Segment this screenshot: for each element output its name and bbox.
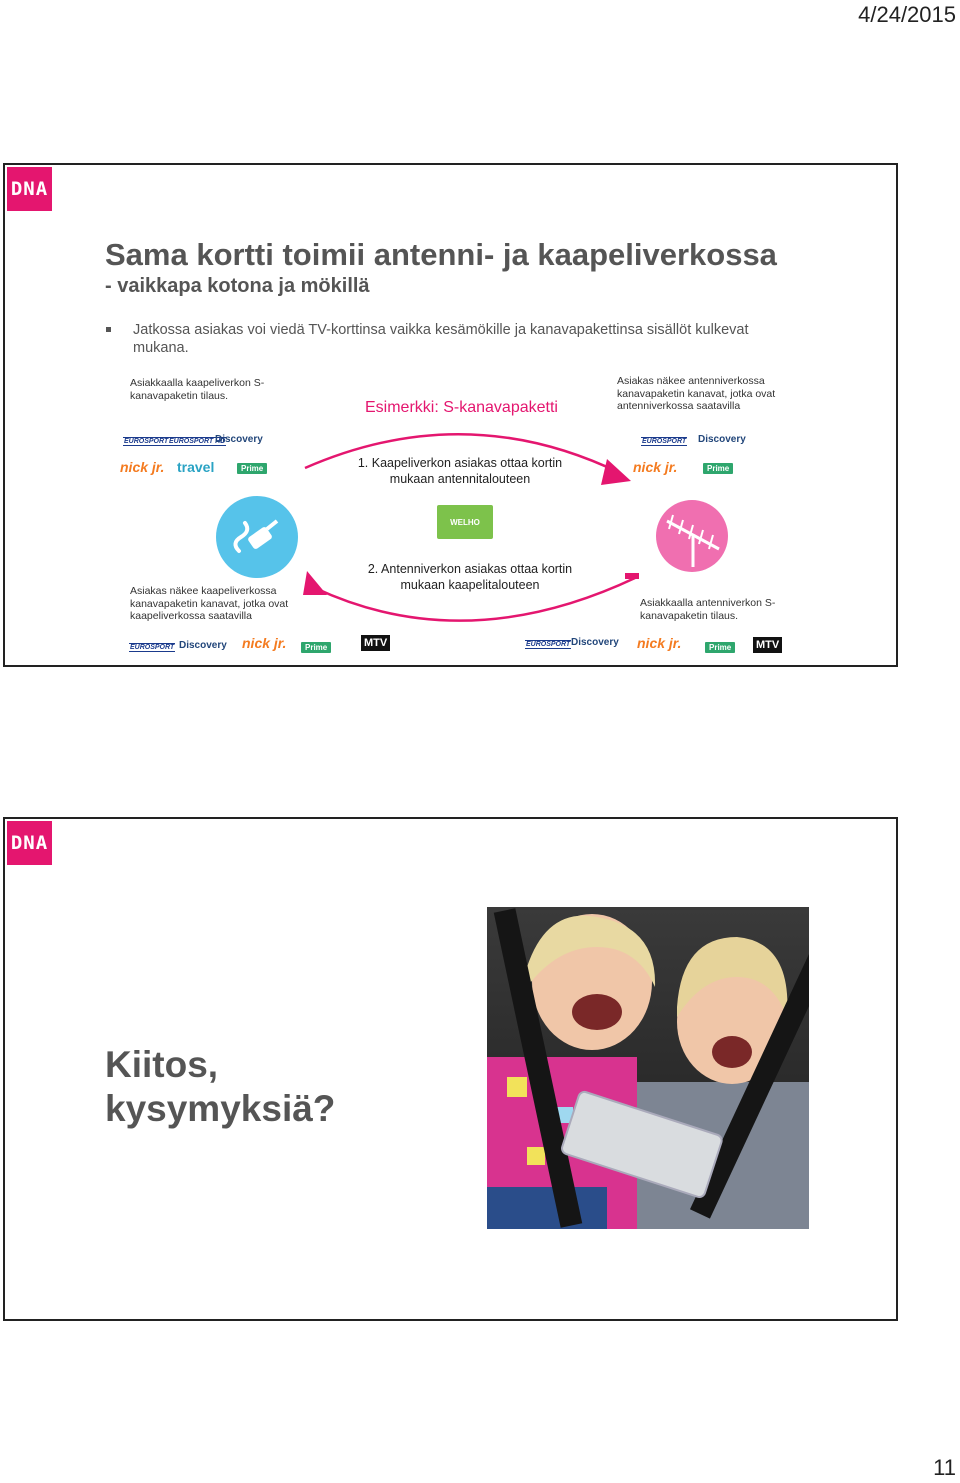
antenna-icon	[655, 499, 729, 573]
example-label: Esimerkki: S-kanavapaketti	[365, 399, 558, 416]
note-top-right: Asiakas näkee antenniverkossa kanavapaketin kanavat, jotka ovat antenniverkossa saatavilla	[617, 375, 776, 412]
discovery-logo: Discovery	[571, 637, 619, 648]
eurosport-logo: EUROSPORT	[130, 644, 175, 651]
prime-logo: Prime	[237, 463, 267, 474]
prime-logo: Prime	[703, 463, 733, 474]
header-date: 4/24/2015	[858, 2, 956, 27]
slide-title: Sama kortti toimii antenni- ja kaapeliverkossa	[105, 237, 777, 272]
mtv-logo: MTV	[361, 635, 390, 651]
discovery-logo: Discovery	[215, 434, 263, 445]
children-tablet-photo	[487, 907, 809, 1229]
arc-top-arrowhead	[601, 459, 631, 485]
nickjr-logo: nick jr.	[120, 459, 165, 475]
eurosport-logo: EUROSPORT	[526, 641, 571, 648]
nickjr-logo: nick jr.	[637, 635, 682, 651]
dna-logo: DNA	[7, 167, 52, 211]
slide-2	[3, 817, 898, 1321]
nickjr-logo: nick jr.	[242, 635, 287, 651]
discovery-logo: Discovery	[698, 434, 746, 445]
cable-icon	[215, 495, 299, 579]
bullet-marker	[106, 327, 111, 332]
step-2-text: 2. Antenniverkon asiakas ottaa kortin mukaan kaapelitalouteen	[367, 562, 573, 592]
eurosport-logo: EUROSPORT	[642, 438, 687, 445]
discovery-logo: Discovery	[179, 640, 227, 651]
bullet-text: Jatkossa asiakas voi viedä TV-korttinsa vaikka kesämökille ja kanavapakettinsa sisällöt kulkevat mukana.	[133, 322, 749, 356]
slide-subtitle: - vaikkapa kotona ja mökillä	[105, 275, 370, 297]
dna-logo: DNA	[7, 821, 52, 865]
note-bottom-left: Asiakas näkee kaapeliverkossa kanavapaketin kanavat, jotka ovat kaapeliverkossa saatavilla	[130, 585, 289, 622]
card-label: WELHO	[450, 517, 480, 527]
prime-logo: Prime	[705, 642, 735, 653]
nickjr-logo: nick jr.	[633, 459, 678, 475]
slide-1	[3, 163, 898, 667]
eurosport-logo: EUROSPORT	[124, 438, 169, 445]
mtv-logo: MTV	[753, 637, 782, 653]
travel-logo: travel	[177, 459, 215, 475]
thanks-heading-line2: kysymyksiä?	[105, 1088, 336, 1129]
arc-bottom-start	[625, 573, 639, 579]
page-number: 11	[933, 1455, 956, 1480]
prime-logo: Prime	[301, 642, 331, 653]
step-1-text: 1. Kaapeliverkon asiakas ottaa kortin mukaan antennitalouteen	[357, 456, 563, 486]
eurosport-hd-logo: EUROSPORT HD	[169, 438, 226, 445]
thanks-heading	[105, 1043, 335, 1131]
note-top-left: Asiakkaalla kaapeliverkon S-kanavapaketin tilaus.	[130, 377, 265, 402]
tv-card	[437, 505, 493, 539]
arc-bottom-arrowhead	[303, 571, 327, 595]
note-bottom-right: Asiakkaalla antenniverkon S-kanavapaketin tilaus.	[640, 597, 776, 622]
thanks-heading-line1: Kiitos,	[105, 1044, 219, 1085]
